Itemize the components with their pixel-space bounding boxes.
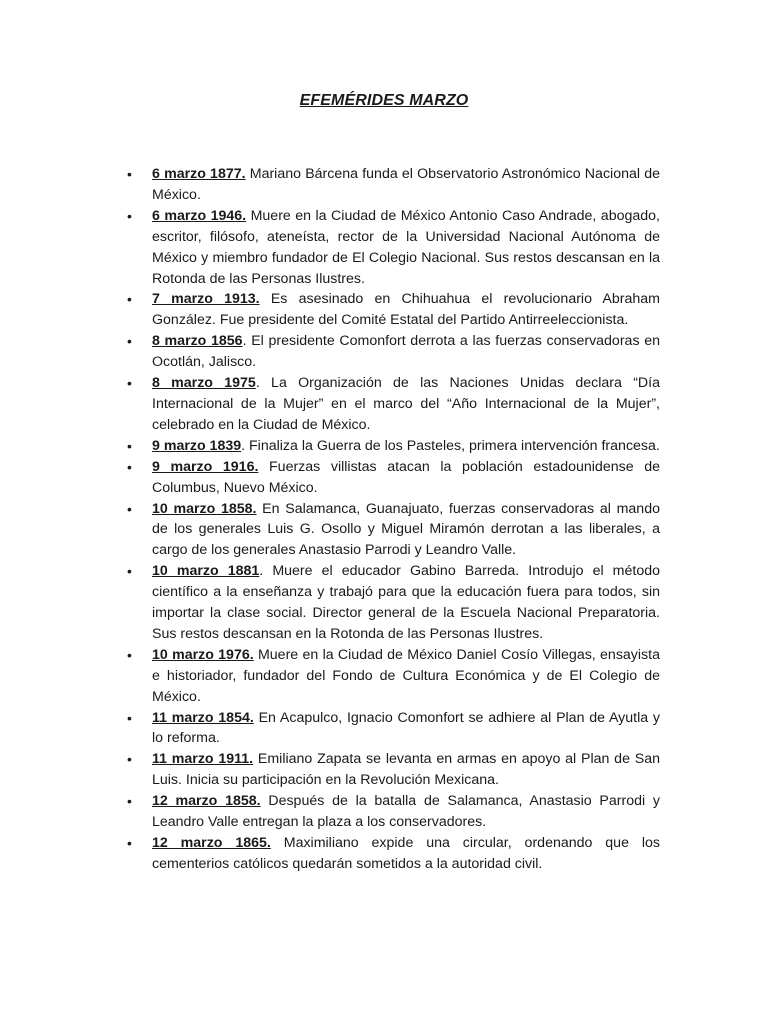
list-item bbox=[127, 749, 660, 791]
entry-text: Muere en la Ciudad de México Daniel Cosío Villegas, ensayista e historiador, fundador del Fondo de Cultura Económica y de El Colegio de México. bbox=[152, 646, 660, 705]
bullet-icon: • bbox=[127, 166, 132, 182]
entry-date: 6 marzo 1877. bbox=[152, 166, 246, 182]
entry-text: Es asesinado en Chihuahua el revolucionario Abraham González. Fue presidente del Comité Estatal del Partido Antirreeleccionista. bbox=[152, 291, 660, 329]
entry-text: . Muere el educador Gabino Barreda. Introdujo el método científico a la enseñanza y trabajó para que la educación fuera para todos, sin importar la clase social. Director general de la Escuela Nacional Preparatoria. Sus restos descansan en la Rotonda de las Personas Ilustres. bbox=[152, 563, 661, 642]
bullet-icon: • bbox=[127, 207, 132, 224]
entry-date: 12 marzo 1865. bbox=[152, 835, 271, 851]
entry-text: Muere en la Ciudad de México Antonio Caso Andrade, abogado, escritor, filósofo, ateneísta, rector de la Universidad Nacional Autónoma de México y miembro fundador de El Colegio Nacional. Sus restos descansan en la Rotonda de las Personas Ilustres. bbox=[152, 207, 660, 287]
bullet-icon: • bbox=[127, 291, 132, 308]
bullet-icon: • bbox=[127, 563, 132, 580]
entry-date: 7 marzo 1913. bbox=[152, 291, 260, 308]
entry-text: En Acapulco, Ignacio Comonfort se adhiere al Plan de Ayutla y lo reforma. bbox=[152, 709, 660, 747]
bullet-icon: • bbox=[127, 709, 132, 726]
bullet-icon: • bbox=[127, 500, 132, 517]
entry-date: 11 marzo 1911. bbox=[152, 751, 254, 768]
bullet-icon: • bbox=[127, 437, 132, 454]
bullet-icon: • bbox=[127, 793, 132, 810]
entry-date: 8 marzo 1975 bbox=[152, 375, 256, 392]
bullet-icon: • bbox=[127, 646, 132, 663]
entry-date: 10 marzo 1858. bbox=[152, 500, 257, 517]
list-item bbox=[127, 833, 660, 875]
entry-text: . El presidente Comonfort derrota a las fuerzas conservadoras en Ocotlán, Jalisco. bbox=[152, 333, 660, 371]
list-item bbox=[127, 791, 660, 833]
entry-date: 12 marzo 1858. bbox=[152, 793, 261, 810]
list-item bbox=[127, 436, 660, 457]
entry-text: En Salamanca, Guanajuato, fuerzas conservadoras al mando de los generales Luis G. Osollo y Miguel Miramón derrotan a las liberales, a cargo de los generales Anastasio Parrodi y Leandro Valle. bbox=[152, 500, 660, 559]
entry-text: Mariano Bárcena funda el Observatorio Astronómico Nacional de México. bbox=[152, 166, 660, 203]
list-item bbox=[127, 206, 660, 290]
list-item bbox=[127, 645, 660, 708]
entry-text: Después de la batalla de Salamanca, Anastasio Parrodi y Leandro Valle entregan la plaza a los conservadores. bbox=[152, 793, 660, 831]
entry-text: Fuerzas villistas atacan la población estadounidense de Columbus, Nuevo México. bbox=[152, 458, 660, 496]
bullet-icon: • bbox=[127, 375, 132, 392]
entry-text: Maximiliano expide una circular, ordenando que los cementerios católicos quedarán sometidos a la autoridad civil. bbox=[152, 835, 660, 872]
bullet-icon: • bbox=[127, 751, 132, 768]
entry-date: 10 marzo 1881 bbox=[152, 563, 260, 580]
list-item bbox=[127, 331, 660, 373]
list-item bbox=[127, 708, 660, 750]
entry-date: 6 marzo 1946. bbox=[152, 207, 247, 224]
list-item bbox=[127, 457, 660, 499]
list-item bbox=[127, 289, 660, 331]
list-item bbox=[127, 373, 661, 436]
ephemerides-list bbox=[127, 164, 661, 875]
bullet-icon: • bbox=[127, 458, 132, 475]
entry-text: Emiliano Zapata se levanta en armas en apoyo al Plan de San Luis. Inicia su participación en la Revolución Mexicana. bbox=[152, 751, 660, 789]
entry-date: 10 marzo 1976. bbox=[152, 646, 254, 663]
entry-date: 9 marzo 1916. bbox=[152, 458, 259, 475]
entry-date: 11 marzo 1854. bbox=[152, 709, 254, 726]
list-item bbox=[127, 561, 661, 645]
entry-text: . Finaliza la Guerra de los Pasteles, primera intervención francesa. bbox=[241, 437, 660, 454]
entry-date: 8 marzo 1856 bbox=[152, 333, 243, 350]
list-item bbox=[127, 499, 660, 562]
page-title: EFEMÉRIDES MARZO bbox=[299, 92, 469, 109]
entry-date: 9 marzo 1839 bbox=[152, 437, 242, 454]
entry-text: . La Organización de las Naciones Unidas declara “Día Internacional de la Mujer” en el marco del “Año Internacional de la Mujer”, celebrado en la Ciudad de México. bbox=[152, 375, 661, 433]
list-item bbox=[127, 164, 660, 206]
bullet-icon: • bbox=[127, 835, 132, 851]
bullet-icon: • bbox=[127, 333, 132, 350]
